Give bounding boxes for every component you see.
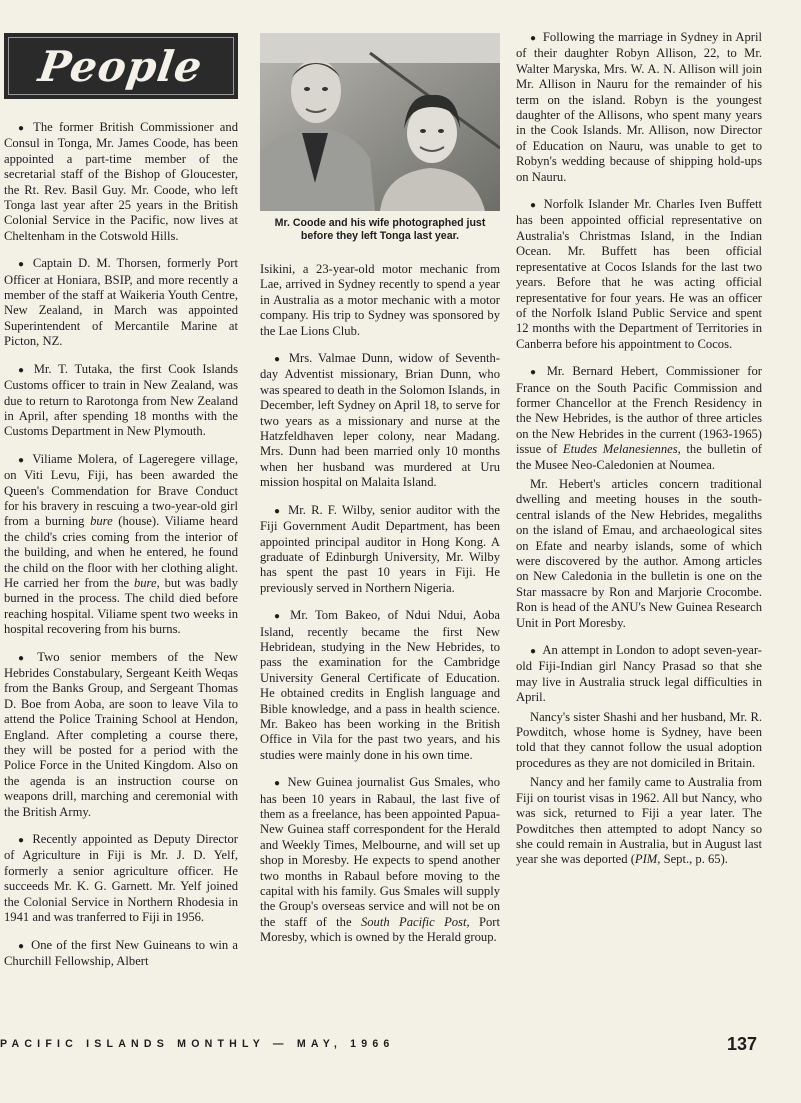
page-number: 137	[726, 1034, 757, 1054]
news-item-text: An attempt in London to adopt seven-year-old Fiji-Indian girl Nancy Prasad so that she may live in Australia struck legal difficulties in April.	[516, 643, 762, 705]
news-item: ● Mr. Bernard Hebert, Commissioner for France on the South Pacific Commission and former Chancellor at the French Residency in the New Hebrides, is the author of three articles on the New Hebrides in the current (1963-1965) issue of Etudes Melanesiennes, the bulletin of the Musee Neo-Caledonien at Noumea.	[516, 364, 762, 472]
news-item: ● The former British Commissioner and Consul in Tonga, Mr. James Coode, has been appointed a part-time member of the secretarial staff of the Bishop of Gloucester, the Rt. Rev. Basil Guy. Mr. Coode, who left Tonga last year after 25 years in the British Colonial Service in the Pacific, now lives at Cheltenham in the Cotswold Hills.	[4, 120, 238, 243]
news-item-text: Nancy and her family came to Australia from Fiji on tourist visas in 1962. All but Nancy, who was sick, returned to Fiji a year later. The Powditches then attempted to adopt Nancy so she could remain in Australia, but in August last year she was deported (	[516, 775, 762, 867]
news-item: ● Two senior members of the New Hebrides Constabulary, Sergeant Keith Weqas from the Banks Group, and Sergeant Thomas D. Boe from Aoba, are soon to leave Vila to attend the Police Training School at Hendon, England. After completing a course there, they will be posted for a period with the Police Force in the United Kingdom. Also on the agenda is an instruction course on weapons drill, marching and ceremonial with the British Army.	[4, 649, 238, 819]
news-item-text: but was badly burned in the process. The child died before reaching hospital. Viliame spent two weeks in hospital recovering from his burns.	[4, 575, 238, 637]
news-item-text: (house). Viliame heard the child's cries coming from the interior of the building, and when he entered, he found the child on the floor with her clothing alight. He carried her from the	[4, 514, 238, 590]
news-item-text: Port Moresby, which is owned by the Herald group.	[260, 914, 500, 945]
news-item-text: One of the first New Guineans to win a Churchill Fellowship, Albert	[4, 937, 238, 968]
news-item-text: Isikini, a 23-year-old motor mechanic from Lae, arrived in Sydney recently to spend a year in Australia as a motor mechanic with a motor company. His trip to Sydney was sponsored by the Lae Lions Club.	[260, 262, 500, 338]
banner-title: People	[35, 41, 207, 91]
news-item-text: Recently appointed as Deputy Director of Agriculture in Fiji is Mr. J. D. Yelf, formerly a senior agriculture officer. He succeeds Mr. K. G. Garnett. Mr. Yelf joined the Colonial Service in Northern Rhodesia in 1941 and was tranferred to Fiji in 1956.	[4, 832, 238, 925]
news-item-text: Mr. Hebert's articles concern traditional dwelling and meeting houses in the south-central islands of the New Hebrides, megaliths on the island of Emau, and archaeological sites on Efate and nearby islands, some of which were discovered by the author. Among articles on New Caledonia in the bulletin is one on the Star massacre by Ron and Marjorie Crocombe. Ron is head of the ANU's New Guinea Research Unit in Port Moresby.	[516, 476, 762, 630]
column-3	[516, 30, 762, 868]
news-item-italic: bure	[90, 514, 113, 529]
news-item: ● Mr. Tom Bakeo, of Ndui Ndui, Aoba Island, recently became the first New Hebridean, studying in the New Hebrides, to pass the examination for the Cambridge University General Certificate of Education. He obtained credits in English language and Bible knowledge, and a pass in health science. Mr. Bakeo has been working in the British Office in Vila for the past two years, and his studies were mainly done in his own time.	[260, 608, 500, 762]
photo-caption: Mr. Coode and his wife photographed just before they left Tonga last year.	[274, 217, 486, 242]
section-banner	[4, 33, 238, 99]
news-item-text: Mr. R. F. Wilby, senior auditor with the Fiji Government Audit Department, has been appointed principal auditor in Hong Kong. A graduate of Edinburgh University, Mr. Wilby has spent the past 10 years in Fiji. He previously served in Northern Nigeria.	[260, 502, 500, 595]
news-item-text: Two senior members of the New Hebrides Constabulary, Sergeant Keith Weqas from the Banks Group, and Sergeant Thomas D. Boe from Aoba, are soon to leave Vila to attend the Police Training School at Hendon, England. After completing a course there, they will be posted for a period with the Police Force in the United Kingdom. Also on the agenda is an instruction course on weapons drill, marching and ceremonial with the British Army.	[4, 649, 238, 819]
news-item-text: Following the marriage in Sydney in April of their daughter Robyn Allison, 22, to Mr. Walter Maryska, Mrs. W. A. N. Allison will join Mr. Allison in Nauru for the remainder of his term on the island. Robyn is the youngest daughter of the Allisons, who spent many years in the Cook Islands. Mr. Allison, now Director of Education on Nauru, was unable to get to Robyn's wedding because of shipping hold-ups on Nauru.	[516, 30, 762, 184]
news-item-continued	[260, 262, 500, 339]
news-item: ● An attempt in London to adopt seven-year-old Fiji-Indian girl Nancy Prasad so that she may live in Australia struck legal difficulties in April.	[516, 643, 762, 705]
news-item-text: the bulletin of the Musee Neo-Caledonien at Noumea.	[516, 442, 762, 472]
couple-photo-illustration	[260, 33, 500, 211]
news-item: ● Mr. T. Tutaka, the first Cook Islands Customs officer to train in New Zealand, was due to return to Rarotonga from New Zealand in April, after spending 18 months with the Customs Department in New Plymouth.	[4, 361, 239, 439]
news-item-paragraph	[516, 477, 762, 631]
news-item-text: Mr. Tom Bakeo, of Ndui Ndui, Aoba Island, recently became the first New Hebridean, studying in the New Hebrides, to pass the examination for the Cambridge University General Certificate of Education. He obtained credits in English language and Bible knowledge, and a pass in health science. Mr. Bakeo has been working in the British Office in Vila for the past two years, and his studies were mainly done in his own time.	[260, 608, 500, 762]
news-item-text: Mrs. Valmae Dunn, widow of Seventh-day Adventist missionary, Brian Dunn, who was speared to death in the Solomon Islands, in December, left Sydney on April 18, to serve for two years as a missionary and nurse at the Hatzfeldhaven leper colony, near Madang. Mrs. Dunn had been married only 10 months when her husband was murdered at Uru mission hospital on Malaita Island.	[260, 351, 500, 490]
news-item-italic: Etudes Melanesiennes,	[562, 442, 681, 457]
news-item-text: The former British Commissioner and Consul in Tonga, Mr. James Coode, has been appointed a part-time member of the secretarial staff of the Bishop of Gloucester, the Rt. Rev. Basil Guy. Mr. Coode, who left Tonga last year after 25 years in the British Colonial Service in the Pacific, now lives at Cheltenham in the Cotswold Hills.	[4, 120, 238, 243]
news-item: ● Viliame Molera, of Lageregere village, on Viti Levu, Fiji, has been awarded the Queen's Commendation for Brave Conduct for his bravery in rescuing a two-year-old girl from a burning bure (house). Viliame heard the child's cries coming from the interior of the building, and when he entered, he found the child on the floor with her clothing alight. He carried her from the bure, but was badly burned in the process. The child died before reaching hospital. Viliame spent two weeks in hospital recovering from his burns.	[4, 451, 238, 637]
news-item-italic: bure,	[133, 575, 160, 590]
banner-frame	[8, 37, 234, 95]
news-item-text: Nancy's sister Shashi and her husband, Mr. R. Powditch, whose home is Sydney, have been told that they cannot follow the usual adoption procedures as they are not domiciled in Britain.	[516, 709, 762, 770]
page-footer	[0, 1032, 801, 1062]
news-item: ● Following the marriage in Sydney in April of their daughter Robyn Allison, 22, to Mr. Walter Maryska, Mrs. W. A. N. Allison will join Mr. Allison in Nauru for the remainder of his term on the island. Robyn is the youngest daughter of the Allisons, who spent many years in the Cook Islands. Mr. Allison, now Director of Education on Nauru, was unable to get to Robyn's wedding because of shipping hold-ups on Nauru.	[516, 30, 762, 184]
news-item-text: Mr. Bernard Hebert, Commissioner for France on the South Pacific Commission and former Chancellor at the French Residency in the New Hebrides, is the author of three articles on the New Hebrides in the current (1963-1965) issue of	[516, 364, 762, 457]
news-item-text: Sept., p. 65).	[660, 852, 728, 867]
news-item-text: Viliame Molera, of Lageregere village, on Viti Levu, Fiji, has been awarded the Queen's Commendation for Brave Conduct for his bravery in rescuing a two-year-old girl from a burning	[4, 451, 238, 529]
news-item-paragraph	[516, 710, 762, 772]
couple-photo	[260, 33, 500, 211]
column-1	[4, 120, 238, 969]
news-item-text: Mr. T. Tutaka, the first Cook Islands Customs officer to train in New Zealand, was due to return to Rarotonga from New Zealand in April, after spending 18 months with the Customs Department in New Plymouth.	[4, 361, 239, 439]
news-item-paragraph	[516, 775, 762, 867]
news-item-italic: PIM,	[634, 852, 661, 867]
news-item-italic: South Pacific Post,	[360, 914, 470, 929]
news-item: ● Mrs. Valmae Dunn, widow of Seventh-day Adventist missionary, Brian Dunn, who was speared to death in the Solomon Islands, in December, left Sydney on April 18, to serve for two years as a missionary and nurse at the Hatzfeldhaven leper colony, near Madang. Mrs. Dunn had been married only 10 months when her husband was murdered at Uru mission hospital on Malaita Island.	[260, 351, 500, 490]
column-2	[260, 262, 500, 946]
news-item: ● One of the first New Guineans to win a Churchill Fellowship, Albert	[4, 937, 238, 968]
news-item: ● New Guinea journalist Gus Smales, who has been 10 years in Rabaul, the last five of them as a freelance, has been appointed Papua-New Guinea staff correspondent for the Herald and Weekly Times, Melbourne, and will set up shop in Moresby. He expects to spend another two months in Rabaul before moving to the capital with his family. Gus Smales will supply the Group's overseas service and will not be on the staff of the South Pacific Post, Port Moresby, which is owned by the Herald group.	[260, 775, 501, 945]
news-item: ● Mr. R. F. Wilby, senior auditor with the Fiji Government Audit Department, has been appointed principal auditor in Hong Kong. A graduate of Edinburgh University, Mr. Wilby has spent the past 10 years in Fiji. He previously served in Northern Nigeria.	[260, 502, 500, 595]
news-item: ● Norfolk Islander Mr. Charles Iven Buffett has been appointed official representative on Australia's Christmas Island, in the Indian Ocean. Mr. Buffett has been official representative at Cocos Islands for the last two years. Before that he was acting official representative for four years. He was an officer of the Norfolk Island Public Service and spent 12 months with the Department of Territories in Canberra before his appointment to Cocos.	[516, 197, 763, 351]
news-item-text: Norfolk Islander Mr. Charles Iven Buffett has been appointed official representative on Australia's Christmas Island, in the Indian Ocean. Mr. Buffett has been official representative at Cocos Islands for the last two years. Before that he was acting official representative for four years. He was an officer of the Norfolk Island Public Service and spent 12 months with the Department of Territories in Canberra before his appointment to Cocos.	[516, 197, 763, 351]
news-item: ● Captain D. M. Thorsen, formerly Port Officer at Honiara, BSIP, and more recently a member of the staff at Waikeria Youth Centre, New Zealand, in March was appointed Superintendent of Mercantile Marine at Picton, NZ.	[4, 256, 239, 349]
news-item-text: New Guinea journalist Gus Smales, who has been 10 years in Rabaul, the last five of them as a freelance, has been appointed Papua-New Guinea staff correspondent for the Herald and Weekly Times, Melbourne, and will set up shop in Moresby. He expects to spend another two months in Rabaul before moving to the capital with his family. Gus Smales will supply the Group's overseas service and will not be on the staff of the	[260, 775, 501, 929]
news-item-text: Captain D. M. Thorsen, formerly Port Officer at Honiara, BSIP, and more recently a member of the staff at Waikeria Youth Centre, New Zealand, in March was appointed Superintendent of Mercantile Marine at Picton, NZ.	[4, 256, 239, 349]
running-title: PACIFIC ISLANDS MONTHLY — MAY, 1966	[0, 1038, 395, 1050]
news-item: ● Recently appointed as Deputy Director of Agriculture in Fiji is Mr. J. D. Yelf, formerly a senior agriculture officer. He succeeds Mr. K. G. Garnett. Mr. Yelf joined the Colonial Service in Northern Rhodesia in 1941 and was tranferred to Fiji in 1956.	[4, 832, 238, 925]
